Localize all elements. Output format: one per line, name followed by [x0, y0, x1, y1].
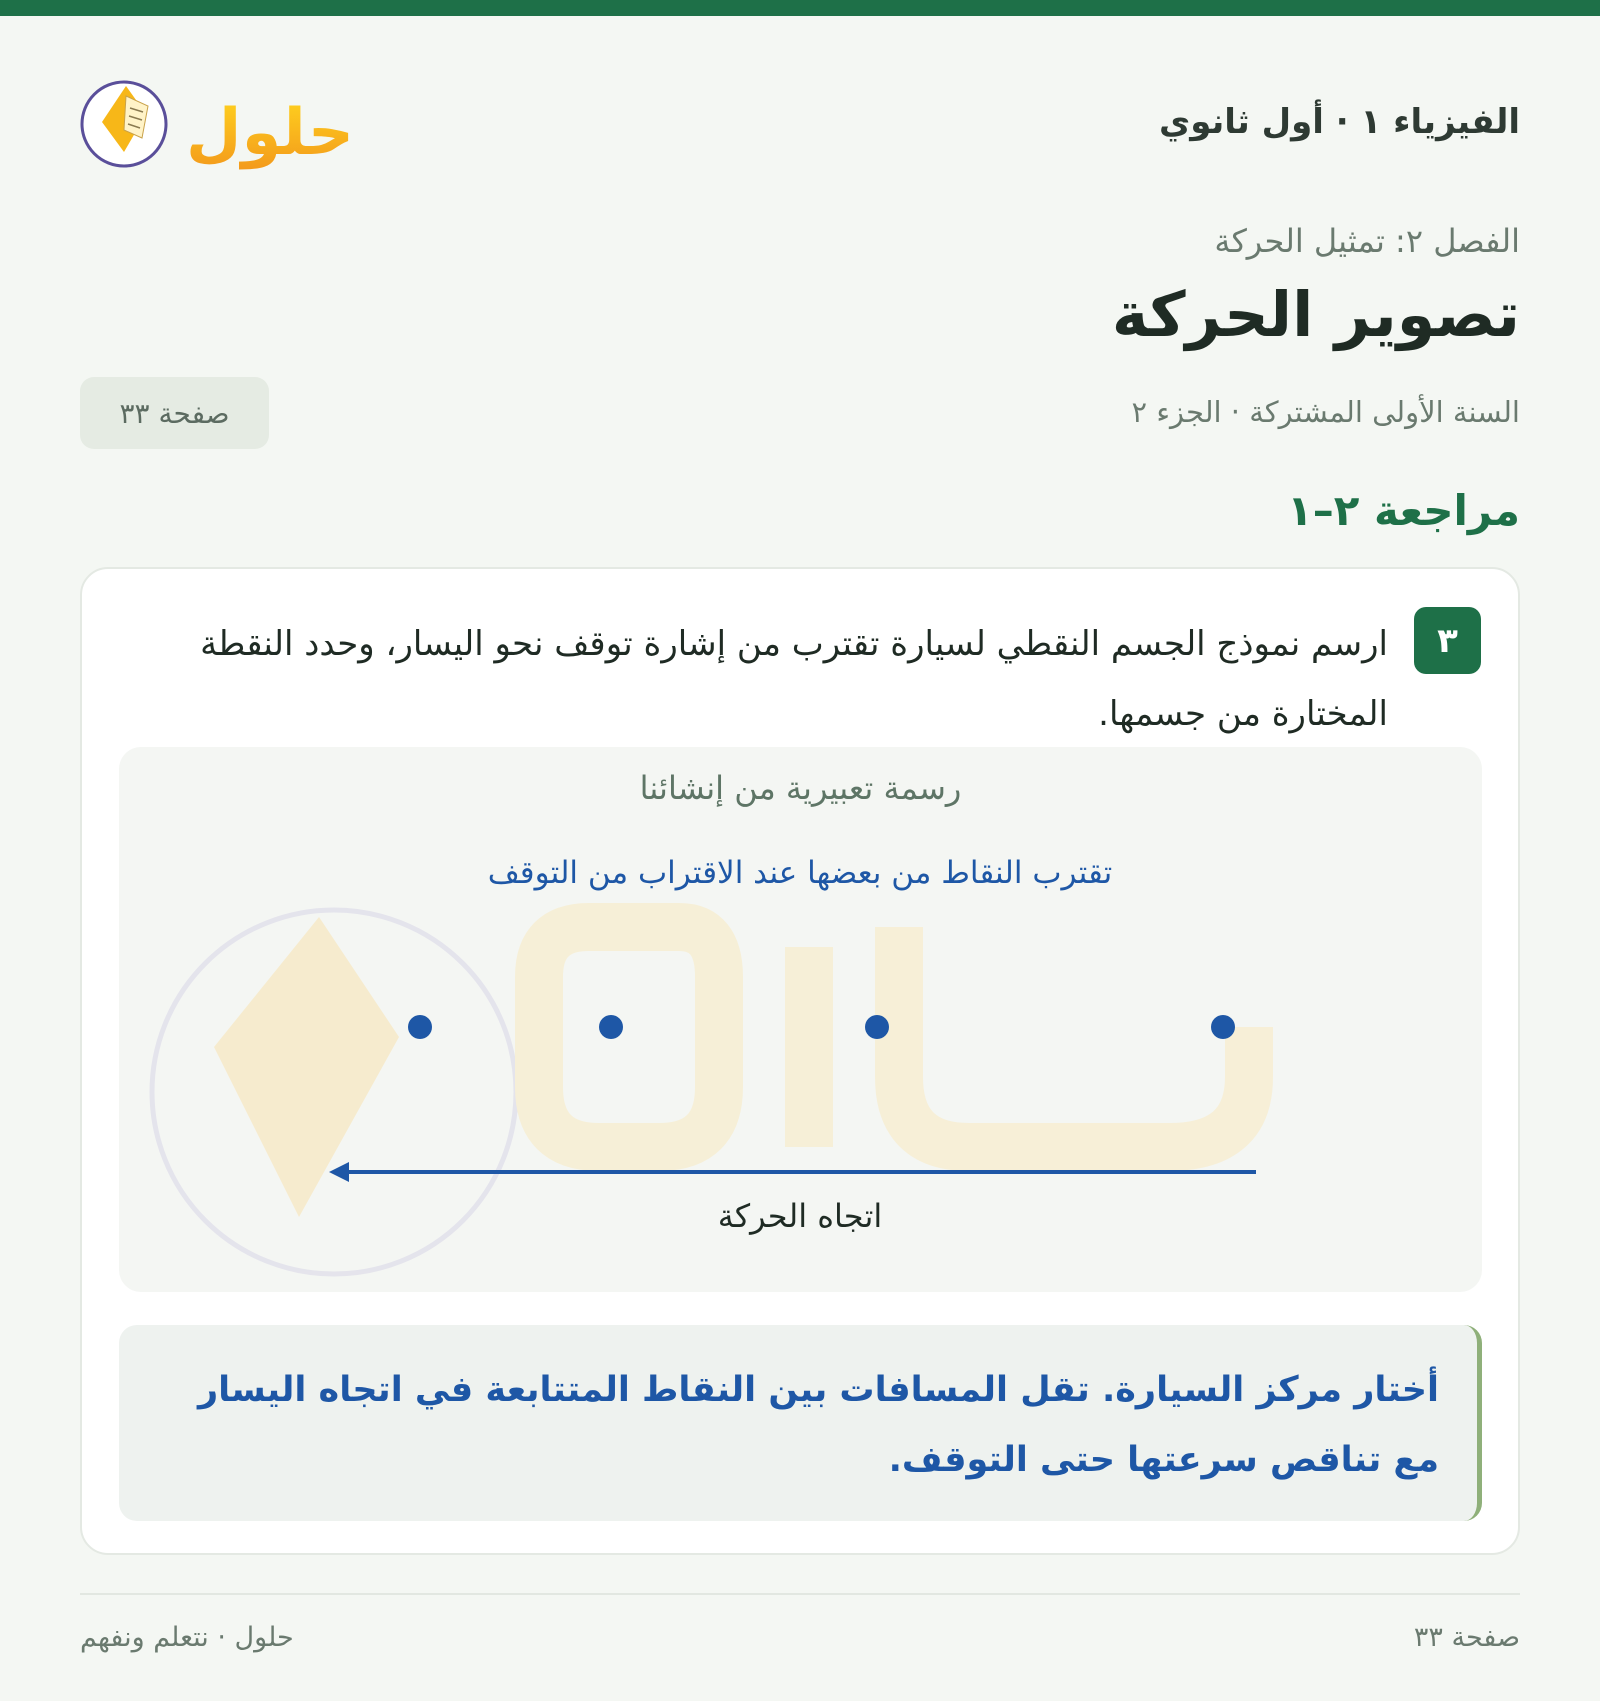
answer-box: [119, 1325, 1482, 1521]
page-badge: صفحة ٣٣: [80, 377, 269, 449]
subject-title: الفيزياء ١ · أول ثانوي: [1159, 102, 1520, 142]
top-accent-bar: [0, 0, 1600, 16]
watermark-logo: [152, 910, 1249, 1274]
arrow-head-icon: [329, 1162, 349, 1182]
question-text: ارسم نموذج الجسم النقطي لسيارة تقترب من إشارة توقف نحو اليسار، وحدد النقطة المختارة من جسمها.: [200, 624, 1388, 734]
section-title: مراجعة ٢–١: [1287, 486, 1520, 535]
figure-caption: رسمة تعبيرية من إنشائنا: [639, 769, 962, 807]
question-card: [80, 567, 1520, 1555]
footer-brand: حلول · نتعلم ونفهم: [80, 1622, 294, 1653]
answer-text: أختار مركز السيارة. تقل المسافات بين النقاط المتتابعة في اتجاه اليسار مع تناقص سرعتها حتى التوقف.: [198, 1370, 1439, 1480]
arrow-label: اتجاه الحركة: [717, 1197, 883, 1235]
footer-page-number: صفحة ٣٣: [1413, 1622, 1520, 1653]
figure-note: تقترب النقاط من بعضها عند الاقتراب من التوقف: [487, 855, 1113, 891]
footer-divider: [80, 1593, 1520, 1595]
question-number-badge: ٣: [1414, 607, 1481, 674]
logo-wordmark: حلول: [186, 96, 354, 170]
hulul-logo[interactable]: [80, 66, 370, 186]
particle-dot: [408, 1015, 432, 1039]
particle-dot: [599, 1015, 623, 1039]
particle-dot: [1211, 1015, 1235, 1039]
chapter-label: الفصل ٢: تمثيل الحركة: [1214, 222, 1520, 260]
figure-canvas: [119, 747, 1482, 1292]
page-header: [80, 60, 1520, 190]
particle-dot: [865, 1015, 889, 1039]
page-title: تصوير الحركة: [1111, 278, 1520, 351]
particle-model-figure: [119, 747, 1482, 1292]
course-meta: السنة الأولى المشتركة · الجزء ٢: [1131, 395, 1520, 429]
